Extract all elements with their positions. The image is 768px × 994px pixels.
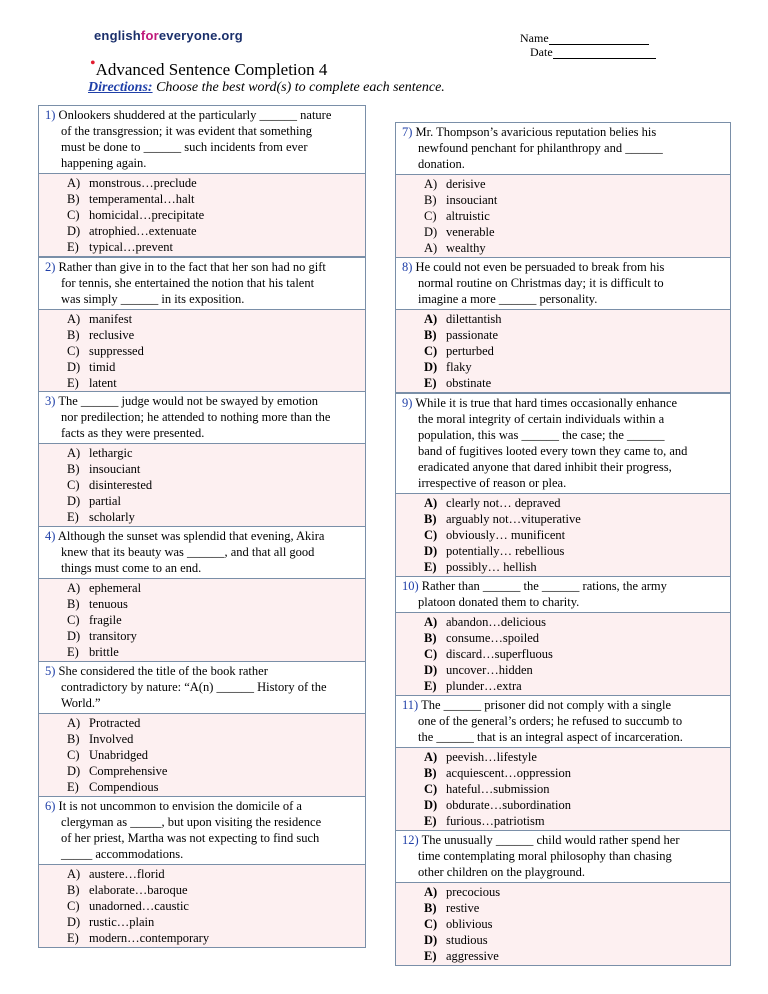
choice-text: restive: [446, 901, 480, 915]
choice-text: Compendious: [89, 780, 159, 794]
question-text-line: knew that its beauty was ______, and that all good: [61, 545, 315, 559]
choice-text: consume…spoiled: [446, 631, 540, 645]
choice-text: plunder…extra: [446, 679, 522, 693]
question-number: 8): [402, 260, 413, 274]
directions: [88, 80, 445, 96]
choice-text: timid: [89, 360, 116, 374]
choice-text: passionate: [446, 328, 499, 342]
choice-letter: D): [424, 225, 438, 239]
choice-text: acquiescent…oppression: [446, 766, 571, 780]
question-7: [395, 122, 731, 258]
choice-letter: A): [67, 867, 81, 881]
question-text-line: must be done to ______ such incidents from ever: [61, 140, 308, 154]
choice-a[interactable]: [424, 884, 730, 900]
choice-letter: B): [424, 766, 437, 780]
question-number: 7): [402, 125, 413, 139]
choice-text: flaky: [446, 360, 472, 374]
answer-choices: [396, 612, 730, 695]
choice-a[interactable]: [424, 495, 730, 511]
choice-letter: B): [424, 901, 437, 915]
choice-d[interactable]: [67, 359, 365, 375]
choice-text: rustic…plain: [89, 915, 155, 929]
choice-d[interactable]: [424, 543, 730, 559]
choice-letter: A): [424, 177, 438, 191]
question-number: 10): [402, 579, 419, 593]
choice-text: hateful…submission: [446, 782, 550, 796]
choice-d[interactable]: [67, 628, 365, 644]
choice-text: abandon…delicious: [446, 615, 546, 629]
choice-c[interactable]: [424, 208, 730, 224]
choice-text: unadorned…caustic: [89, 899, 189, 913]
choice-d[interactable]: [424, 359, 730, 375]
choice-letter: C): [67, 613, 80, 627]
choice-letter: C): [67, 478, 80, 492]
answer-choices: [396, 882, 730, 965]
choice-text: suppressed: [89, 344, 144, 358]
question-stem: [396, 258, 730, 309]
choice-a[interactable]: [424, 614, 730, 630]
choice-e[interactable]: [424, 375, 730, 391]
choice-letter: B): [424, 512, 437, 526]
choice-a[interactable]: [424, 311, 730, 327]
question-text-line: eradicated anyone that dared inhibit their progress,: [418, 460, 672, 474]
choice-text: peevish…lifestyle: [446, 750, 537, 764]
question-text-line: was simply ______ in its exposition.: [61, 292, 245, 306]
question-text-line: While it is true that hard times occasionally enhance: [415, 396, 678, 410]
choice-letter: C): [67, 748, 80, 762]
choice-text: obviously… munificent: [446, 528, 566, 542]
choice-text: furious…patriotism: [446, 814, 545, 828]
choice-letter: E): [424, 814, 437, 828]
choice-d[interactable]: [424, 224, 730, 240]
choice-b[interactable]: [67, 461, 365, 477]
question-text-line: irrespective of reason or plea.: [418, 476, 567, 490]
question-text-line: Rather than give in to the fact that her son had no gift: [58, 260, 326, 274]
question-10: [395, 576, 731, 696]
question-text-line: donation.: [418, 157, 465, 171]
choice-letter: D): [424, 360, 438, 374]
choice-a[interactable]: [67, 580, 365, 596]
question-text-line: Choose the best word(s) to complete each sentence.: [156, 80, 445, 95]
answer-choices: [396, 174, 730, 257]
choice-text: scholarly: [89, 510, 135, 524]
question-stem: [396, 696, 730, 747]
question-text-line: things must come to an end.: [61, 561, 202, 575]
choice-letter: A): [67, 312, 81, 326]
choice-letter: A): [424, 241, 438, 255]
choice-letter: A): [67, 176, 81, 190]
question-text-line: time contemplating moral philosophy than chasing: [418, 849, 672, 863]
answer-choices: [39, 578, 365, 661]
choice-letter: C): [424, 782, 438, 796]
name-field[interactable]: [520, 31, 656, 45]
choice-letter: A): [424, 615, 438, 629]
question-text-line: facts as they were presented.: [61, 426, 205, 440]
answer-choices: [39, 443, 365, 526]
choice-letter: B): [424, 193, 437, 207]
choice-a[interactable]: [67, 866, 365, 882]
choice-letter: E): [424, 376, 437, 390]
question-text-line: _____ accommodations.: [61, 847, 184, 861]
choice-e[interactable]: [67, 930, 365, 946]
question-number: 5): [45, 664, 56, 678]
question-text-line: the moral integrity of certain individuals within a: [418, 412, 665, 426]
choice-letter: C): [424, 209, 437, 223]
question-12: [395, 830, 731, 966]
choice-letter: C): [424, 647, 438, 661]
choice-letter: E): [424, 949, 437, 963]
choice-text: fragile: [89, 613, 122, 627]
choice-c[interactable]: [424, 781, 730, 797]
answer-choices: [396, 309, 730, 392]
question-text-line: newfound penchant for philanthropy and ______: [418, 141, 663, 155]
question-text-line: population, this was ______ the case; the ______: [418, 428, 665, 442]
choice-text: homicidal…precipitate: [89, 208, 205, 222]
question-stem: [39, 797, 365, 864]
choice-b[interactable]: [67, 731, 365, 747]
choice-d[interactable]: [67, 223, 365, 239]
question-4: [38, 526, 366, 662]
choice-text: atrophied…extenuate: [89, 224, 197, 238]
question-1: [38, 105, 366, 257]
choice-text: precocious: [446, 885, 501, 899]
choice-b[interactable]: [424, 327, 730, 343]
choice-text: lethargic: [89, 446, 133, 460]
choice-text: oblivious: [446, 917, 493, 931]
choice-text: tenuous: [89, 597, 128, 611]
choice-text: possibly… hellish: [446, 560, 537, 574]
question-text-line: Date: [530, 45, 553, 59]
choice-d[interactable]: [424, 797, 730, 813]
choice-letter: C): [424, 917, 438, 931]
answer-choices: [39, 713, 365, 796]
choice-text: potentially… rebellious: [446, 544, 565, 558]
choice-c[interactable]: [67, 612, 365, 628]
choice-text: discard…superfluous: [446, 647, 553, 661]
question-text-line: Directions:: [88, 80, 153, 95]
choice-e[interactable]: [67, 509, 365, 525]
choice-letter: A): [67, 446, 81, 460]
choice-text: ephemeral: [89, 581, 142, 595]
choice-e[interactable]: [67, 375, 365, 391]
question-text-line: other children on the playground.: [418, 865, 585, 879]
question-text-line: for tennis, she entertained the notion that his talent: [61, 276, 315, 290]
choice-e[interactable]: [424, 678, 730, 694]
question-number: 12): [402, 833, 419, 847]
choice-text: obdurate…subordination: [446, 798, 571, 812]
choice-d[interactable]: [67, 493, 365, 509]
choice-a[interactable]: [424, 176, 730, 192]
question-number: 3): [45, 394, 56, 408]
choice-text: elaborate…baroque: [89, 883, 188, 897]
question-text-line: It is not uncommon to envision the domicile of a: [58, 799, 302, 813]
question-text-line: band of fugitives looted every town they came to, and: [418, 444, 688, 458]
question-text-line: .org: [217, 28, 243, 43]
choice-text: studious: [446, 933, 488, 947]
question-stem: [396, 123, 730, 174]
choice-e[interactable]: [424, 948, 730, 964]
answer-choices: [39, 309, 365, 392]
question-text-line: one of the general’s orders; he refused to succumb to: [418, 714, 683, 728]
choice-c[interactable]: [67, 747, 365, 763]
choice-text: altruistic: [446, 209, 490, 223]
choice-text: Involved: [89, 732, 134, 746]
choice-letter: C): [67, 899, 80, 913]
question-text-line: He could not even be persuaded to break from his: [415, 260, 665, 274]
question-text-line: She considered the title of the book rather: [58, 664, 268, 678]
choice-text: Comprehensive: [89, 764, 168, 778]
choice-letter: A): [67, 581, 81, 595]
answer-choices: [39, 864, 365, 947]
choice-text: Protracted: [89, 716, 141, 730]
question-text-line: nor predilection; he attended to nothing more than the: [61, 410, 331, 424]
choice-b[interactable]: [67, 882, 365, 898]
question-stem: [39, 392, 365, 443]
question-5: [38, 661, 366, 797]
question-stem: [396, 394, 730, 493]
choice-letter: B): [67, 328, 80, 342]
choice-letter: E): [67, 645, 79, 659]
choice-b[interactable]: [424, 765, 730, 781]
answer-choices: [396, 747, 730, 830]
choice-letter: A): [424, 496, 438, 510]
choice-letter: D): [424, 544, 438, 558]
choice-letter: D): [67, 224, 81, 238]
choice-b[interactable]: [424, 192, 730, 208]
question-stem: [396, 831, 730, 882]
choice-b[interactable]: [67, 327, 365, 343]
choice-letter: E): [67, 931, 79, 945]
answer-choices: [39, 173, 365, 256]
question-stem: [396, 577, 730, 612]
choice-letter: B): [67, 883, 80, 897]
question-text-line: Onlookers shuddered at the particularly ______ nature: [58, 108, 332, 122]
question-text-line: everyone: [158, 28, 218, 43]
choice-letter: E): [67, 376, 79, 390]
choice-text: brittle: [89, 645, 119, 659]
choice-text: obstinate: [446, 376, 492, 390]
question-text-line: happening again.: [61, 156, 147, 170]
question-text-line: Although the sunset was splendid that evening, Akira: [57, 529, 325, 543]
choice-b[interactable]: [67, 191, 365, 207]
question-number: 4): [45, 529, 56, 543]
question-text-line: Mr. Thompson’s avaricious reputation belies his: [415, 125, 657, 139]
choice-letter: D): [424, 798, 438, 812]
choice-letter: C): [67, 344, 80, 358]
question-3: [38, 391, 366, 527]
choice-e[interactable]: [67, 644, 365, 660]
name-date-fields: [520, 31, 656, 59]
choice-letter: D): [67, 629, 81, 643]
choice-letter: E): [424, 679, 437, 693]
choice-text: uncover…hidden: [446, 663, 533, 677]
choice-letter: E): [424, 560, 437, 574]
choice-d[interactable]: [67, 763, 365, 779]
choice-text: reclusive: [89, 328, 135, 342]
choice-letter: A): [424, 885, 438, 899]
choice-text: derisive: [446, 177, 486, 191]
question-text-line: for: [140, 28, 159, 43]
choice-text: Unabridged: [89, 748, 149, 762]
choice-text: insouciant: [446, 193, 498, 207]
choice-b[interactable]: [424, 511, 730, 527]
choice-a[interactable]: [67, 311, 365, 327]
choice-letter: E): [67, 510, 79, 524]
question-2: [38, 257, 366, 393]
question-number: 2): [45, 260, 56, 274]
choice-c[interactable]: [424, 527, 730, 543]
choice-text: temperamental…halt: [89, 192, 195, 206]
choice-letter: D): [67, 360, 81, 374]
question-number: 6): [45, 799, 56, 813]
date-field[interactable]: [520, 45, 656, 59]
choice-text: venerable: [446, 225, 495, 239]
choice-text: insouciant: [89, 462, 141, 476]
question-text-line: The ______ judge would not be swayed by emotion: [58, 394, 319, 408]
question-text-line: World.”: [61, 696, 101, 710]
question-text-line: The ______ prisoner did not comply with a single: [421, 698, 672, 712]
choice-a[interactable]: [424, 749, 730, 765]
choice-text: modern…contemporary: [89, 931, 210, 945]
choice-letter: B): [67, 732, 80, 746]
question-text-line: Rather than ______ the ______ rations, the army: [421, 579, 667, 593]
choice-text: disinterested: [89, 478, 153, 492]
choice-c[interactable]: [424, 646, 730, 662]
choice-c[interactable]: [67, 477, 365, 493]
question-number: 9): [402, 396, 413, 410]
choice-letter: C): [67, 208, 80, 222]
choice-text: partial: [89, 494, 121, 508]
choice-text: typical…prevent: [89, 240, 173, 254]
choice-letter: B): [67, 462, 80, 476]
site-logo: [94, 28, 243, 43]
choice-text: clearly not… depraved: [446, 496, 561, 510]
question-text-line: The unusually ______ child would rather spend her: [421, 833, 680, 847]
choice-c[interactable]: [67, 343, 365, 359]
question-11: [395, 695, 731, 831]
choice-letter: D): [424, 933, 438, 947]
question-8: [395, 257, 731, 393]
worksheet-title: [90, 55, 328, 80]
choice-c[interactable]: [67, 207, 365, 223]
choice-d[interactable]: [67, 914, 365, 930]
choice-letter: C): [424, 528, 438, 542]
choice-text: arguably not…vituperative: [446, 512, 581, 526]
choice-letter: B): [67, 597, 80, 611]
choice-c[interactable]: [424, 343, 730, 359]
question-stem: [39, 258, 365, 309]
choice-text: wealthy: [446, 241, 486, 255]
choice-letter: D): [67, 494, 81, 508]
question-text-line: contradictory by nature: “A(n) ______ History of the: [61, 680, 327, 694]
question-stem: [39, 662, 365, 713]
question-text-line: imagine a more ______ personality.: [418, 292, 598, 306]
title-bullet-icon: •: [90, 55, 96, 72]
choice-text: dilettantish: [446, 312, 502, 326]
question-text-line: english: [94, 28, 141, 43]
question-number: 11): [402, 698, 419, 712]
choice-b[interactable]: [67, 596, 365, 612]
choice-a[interactable]: [67, 175, 365, 191]
choice-text: latent: [89, 376, 117, 390]
answer-choices: [396, 493, 730, 576]
choice-letter: A): [424, 750, 438, 764]
choice-letter: E): [67, 780, 79, 794]
choice-text: monstrous…preclude: [89, 176, 197, 190]
question-text-line: clergyman as _____, but upon visiting the residence: [61, 815, 322, 829]
choice-text: manifest: [89, 312, 133, 326]
question-text-line: normal routine on Christmas day; it is difficult to: [418, 276, 664, 290]
choice-text: transitory: [89, 629, 137, 643]
choice-e[interactable]: [424, 240, 730, 256]
choice-e[interactable]: [424, 813, 730, 829]
choice-c[interactable]: [424, 916, 730, 932]
choice-c[interactable]: [67, 898, 365, 914]
choice-e[interactable]: [67, 239, 365, 255]
choice-letter: D): [67, 915, 81, 929]
question-text-line: of her priest, Martha was not expecting to find such: [61, 831, 320, 845]
choice-letter: B): [67, 192, 80, 206]
question-text-line: the ______ that is an integral aspect of incarceration.: [418, 730, 683, 744]
question-stem: [39, 527, 365, 578]
choice-text: austere…florid: [89, 867, 165, 881]
choice-letter: A): [67, 716, 81, 730]
choice-b[interactable]: [424, 630, 730, 646]
choice-text: aggressive: [446, 949, 499, 963]
choice-e[interactable]: [424, 559, 730, 575]
choice-d[interactable]: [424, 932, 730, 948]
choice-letter: B): [424, 328, 437, 342]
choice-d[interactable]: [424, 662, 730, 678]
question-stem: [39, 106, 365, 173]
choice-letter: C): [424, 344, 438, 358]
choice-letter: B): [424, 631, 437, 645]
choice-a[interactable]: [67, 715, 365, 731]
question-6: [38, 796, 366, 948]
choice-b[interactable]: [424, 900, 730, 916]
question-number: 1): [45, 108, 56, 122]
question-text-line: Advanced Sentence Completion 4: [95, 60, 328, 79]
choice-letter: D): [67, 764, 81, 778]
question-text-line: Name: [520, 31, 549, 45]
question-9: [395, 393, 731, 577]
choice-a[interactable]: [67, 445, 365, 461]
question-text-line: platoon donated them to charity.: [418, 595, 580, 609]
question-text-line: of the transgression; it was evident that something: [61, 124, 312, 138]
choice-letter: D): [424, 663, 438, 677]
choice-letter: A): [424, 312, 438, 326]
choice-letter: E): [67, 240, 79, 254]
choice-text: perturbed: [446, 344, 494, 358]
choice-e[interactable]: [67, 779, 365, 795]
